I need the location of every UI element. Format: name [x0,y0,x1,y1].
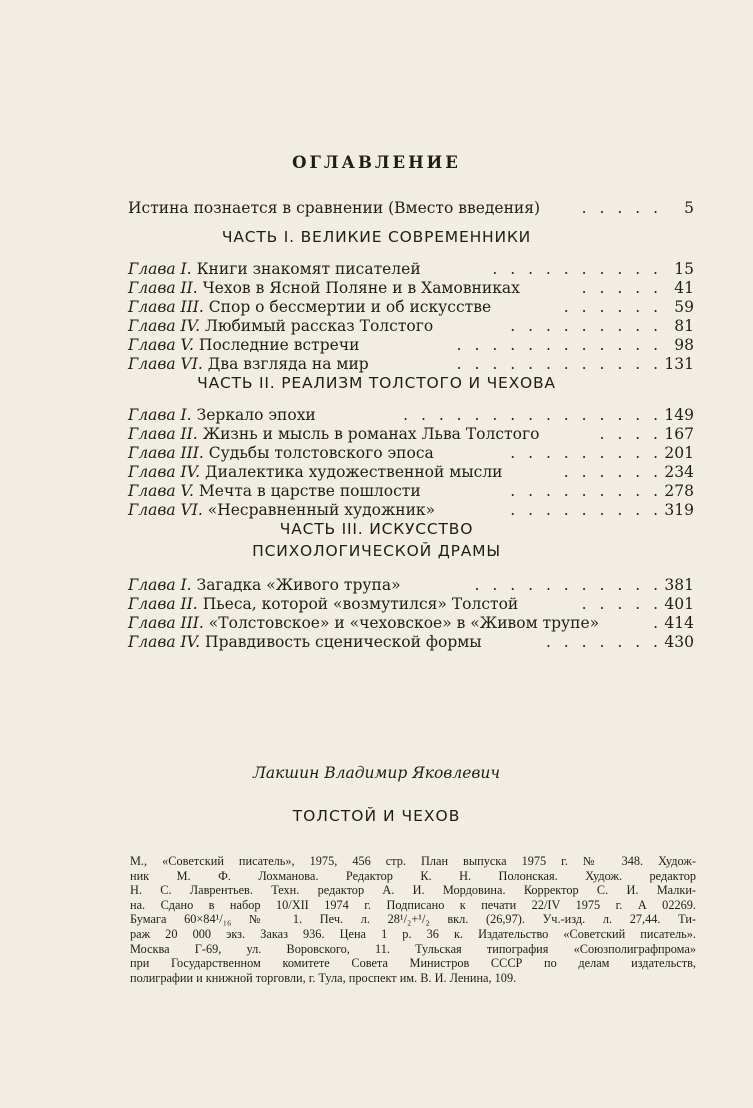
page-number: 149 [664,406,694,424]
imprint-line: полиграфии и книжной торговли, г. Тула, проспект им. В. И. Ленина, 109. [130,970,517,985]
leader-dots: . . . . . . . . . [510,444,662,462]
leader-dots: . . . . . . . . . [510,317,662,335]
part-heading: ЧАСТЬ I. ВЕЛИКИЕ СОВРЕМЕННИКИ [221,228,532,246]
leader-dots: . . . . . . . [545,633,662,651]
chapter-title: «Толстовское» и «чеховское» в «Живом трупе» [208,614,600,632]
imprint-block [130,854,696,985]
leader-dots: . . . . . . . . . [510,482,662,500]
toc-title: ОГЛАВЛЕНИЕ [292,153,461,172]
chapter-prefix: Глава VI. [128,355,203,373]
page-number: 59 [674,298,694,316]
page-number: 414 [664,614,694,632]
imprint-line: Москва Г-69, ул. Воровского, 11. Тульская типография «Союзполиграфпрома» [130,941,696,956]
page-number: 401 [664,595,694,613]
page-number: 430 [664,633,694,651]
page-number: 81 [674,317,694,335]
imprint-line: Н. С. Лаврентьев. Техн. редактор А. И. Мордовина. Корректор С. И. Малки- [130,883,696,898]
imprint-line: при Государственном комитете Совета Министров СССР по делам издательств, [130,956,696,971]
chapter-title: Любимый рассказ Толстого [205,317,434,335]
chapter-prefix: Глава V. [128,482,194,500]
leader-dots: . [653,614,662,632]
leader-dots: . . . . . [581,595,662,613]
chapter-prefix: Глава VI. [128,501,203,519]
book-title: ТОЛСТОЙ И ЧЕХОВ [292,807,461,825]
leader-dots: . . . . . [581,199,662,217]
part-heading: ЧАСТЬ III. ИСКУССТВО [279,520,474,538]
chapter-title: «Несравненный художник» [207,501,436,519]
chapter-title: Судьбы толстовского эпоса [208,444,434,462]
chapter-prefix: Глава III. [128,614,204,632]
chapter-title: Чехов в Ясной Поляне и в Хамовниках [202,279,520,297]
chapter-prefix: Глава II. [128,279,198,297]
page-number: 319 [664,501,694,519]
leader-dots: . . . . [599,425,662,443]
page-number: 5 [684,199,694,217]
chapter-title: Книги знакомят писателей [196,260,421,278]
chapter-prefix: Глава IV. [128,317,201,335]
imprint-line: М., «Советский писатель», 1975, 456 стр. План выпуска 1975 г. № 348. Худож- [130,854,696,868]
leader-dots: . . . . . . . . . . [492,260,662,278]
page-number: 41 [674,279,694,297]
page-number: 278 [664,482,694,500]
page-number: 381 [664,576,694,594]
chapter-prefix: Глава I. [128,406,192,424]
page-number: 201 [664,444,694,462]
leader-dots: . . . . . . . . . . . . . . . [403,406,662,424]
chapter-title: Правдивость сценической формы [205,633,482,651]
leader-dots: . . . . . . . . . [510,501,662,519]
author-name: Лакшин Владимир Яковлевич [252,764,501,782]
imprint-line: Бумага 60×84¹/₁₆ № 1. Печ. л. 28¹/₂+¹/₂ вкл. (26,97). Уч.-изд. л. 27,44. Ти- [130,912,696,927]
leader-dots: . . . . . . . . . . . [474,576,662,594]
chapter-prefix: Глава I. [128,576,192,594]
leader-dots: . . . . . . . . . . . . [456,336,662,354]
page-number: 98 [674,336,694,354]
chapter-title: Зеркало эпохи [196,406,316,424]
page-number: 234 [664,463,694,481]
leader-dots: . . . . . [581,279,662,297]
part-heading: ЧАСТЬ II. РЕАЛИЗМ ТОЛСТОГО И ЧЕХОВА [197,374,556,392]
leader-dots: . . . . . . [563,463,662,481]
imprint-line: на. Сдано в набор 10/XII 1974 г. Подписано к печати 22/IV 1975 г. А 02269. [130,897,696,912]
chapter-prefix: Глава IV. [128,633,201,651]
imprint-line: ник М. Ф. Лохманова. Редактор К. Н. Полонская. Худож. редактор [130,868,696,883]
part-heading: ПСИХОЛОГИЧЕСКОЙ ДРАМЫ [252,542,501,560]
chapter-prefix: Глава II. [128,425,198,443]
page-number: 15 [674,260,694,278]
chapter-prefix: Глава III. [128,298,204,316]
chapter-title: Диалектика художественной мысли [205,463,503,481]
imprint-line: раж 20 000 экз. Заказ 936. Цена 1 р. 36 к. Издательство «Советский писатель». [130,926,696,941]
leader-dots: . . . . . . [563,298,662,316]
chapter-title: Загадка «Живого трупа» [196,576,401,594]
chapter-title: Последние встречи [198,336,360,354]
chapter-title: Спор о бессмертии и об искусстве [208,298,492,316]
page-number: 131 [664,355,694,373]
chapter-prefix: Глава I. [128,260,192,278]
page-number: 167 [664,425,694,443]
chapter-title: Мечта в царстве пошлости [198,482,421,500]
chapter-title: Два взгляда на мир [207,355,369,373]
leader-dots: . . . . . . . . . . . . [456,355,662,373]
intro-title: Истина познается в сравнении (Вместо введения) [128,199,541,217]
chapter-prefix: Глава V. [128,336,194,354]
chapter-prefix: Глава IV. [128,463,201,481]
chapter-title: Пьеса, которой «возмутился» Толстой [202,595,519,613]
chapter-prefix: Глава III. [128,444,204,462]
chapter-title: Жизнь и мысль в романах Льва Толстого [202,425,540,443]
chapter-prefix: Глава II. [128,595,198,613]
